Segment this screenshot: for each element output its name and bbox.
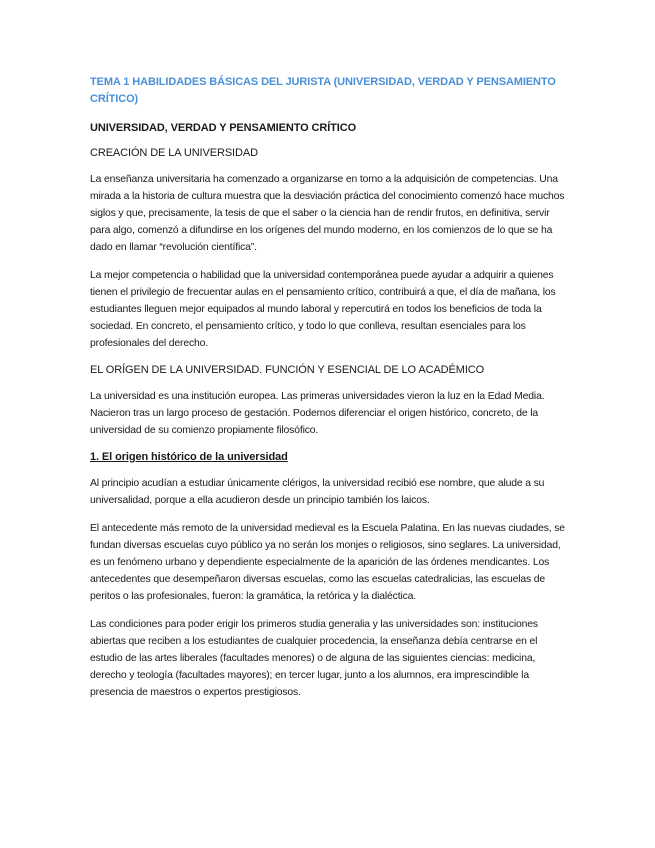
document-title: TEMA 1 HABILIDADES BÁSICAS DEL JURISTA (UNIVERSIDAD, VERDAD Y PENSAMIENTO CRÍTICO) bbox=[90, 76, 556, 105]
paragraph-5: El antecedente más remoto de la universidad medieval es la Escuela Palatina. En las nuevas ciudades, se fundan diversas escuelas cuyo público ya no serán los monjes o religiosos, sino seglares. La universidad, es un fenómeno urbano y dependiente especialmente de la aparición de las órdenes mendicantes. Los antecedentes que desempeñaron diversas escuelas, como las escuelas catedralicias, las escuelas de peritos o las profesionales, fueron: la gramática, la retórica y la dialéctica. bbox=[90, 523, 565, 602]
heading-origin: EL ORÍGEN DE LA UNIVERSIDAD. FUNCIÓN Y ESENCIAL DE LO ACADÉMICO bbox=[90, 364, 485, 376]
paragraph-4: Al principio acudían a estudiar únicamente clérigos, la universidad recibió ese nombre, que alude a su universalidad, porque a ella acudieron desde un principio también los laicos. bbox=[90, 478, 545, 506]
paragraph-1: La enseñanza universitaria ha comenzado a organizarse en torno a la adquisición de competencias. Una mirada a la historia de cultura muestra que la desviación práctica del conocimiento comenzó hace muchos siglos y que, precisamente, la tesis de que el saber o la ciencia han de rendir frutos, en definitiva, servir para algo, comenzó a difundirse en los orígenes del mundo moderno, en los comienzos de lo que se ha dado en llamar “revolución científica”. bbox=[90, 174, 565, 253]
paragraph-3: La universidad es una institución europea. Las primeras universidades vieron la luz en la Edad Media. Nacieron tras un largo proceso de gestación. Podemos diferenciar el origen histórico, concreto, de la universidad de su comienzo propiamente filosófico. bbox=[90, 391, 545, 436]
paragraph-2: La mejor competencia o habilidad que la universidad contemporánea puede ayudar a adquirir a quienes tienen el privilegio de frecuentar aulas en el pensamiento crítico, contribuirá a que, el día de mañana, los estudiantes lleguen mejor equipados al mundo laboral y repercutirá en todos los beneficios de toda la sociedad. En concreto, el pensamiento crítico, y todo lo que conlleva, resultan esenciales para los profesionales del derecho. bbox=[90, 270, 556, 349]
heading-main: UNIVERSIDAD, VERDAD Y PENSAMIENTO CRÍTICO bbox=[90, 122, 357, 134]
heading-creation: CREACIÓN DE LA UNIVERSIDAD bbox=[90, 147, 258, 159]
heading-historical-origin: 1. El origen histórico de la universidad bbox=[90, 451, 288, 463]
paragraph-6: Las condiciones para poder erigir los primeros studia generalia y las universidades son: instituciones abiertas que reciben a los estudiantes de cualquier procedencia, la enseñanza debía centrarse en el estudio de las artes liberales (facultades menores) o de alguna de las siguientes ciencias: medicina, derecho y teología (facultades mayores); en tercer lugar, junto a los alumnos, era imprescindible la presencia de maestros o expertos prestigiosos. bbox=[90, 619, 538, 698]
document-page bbox=[90, 74, 568, 712]
